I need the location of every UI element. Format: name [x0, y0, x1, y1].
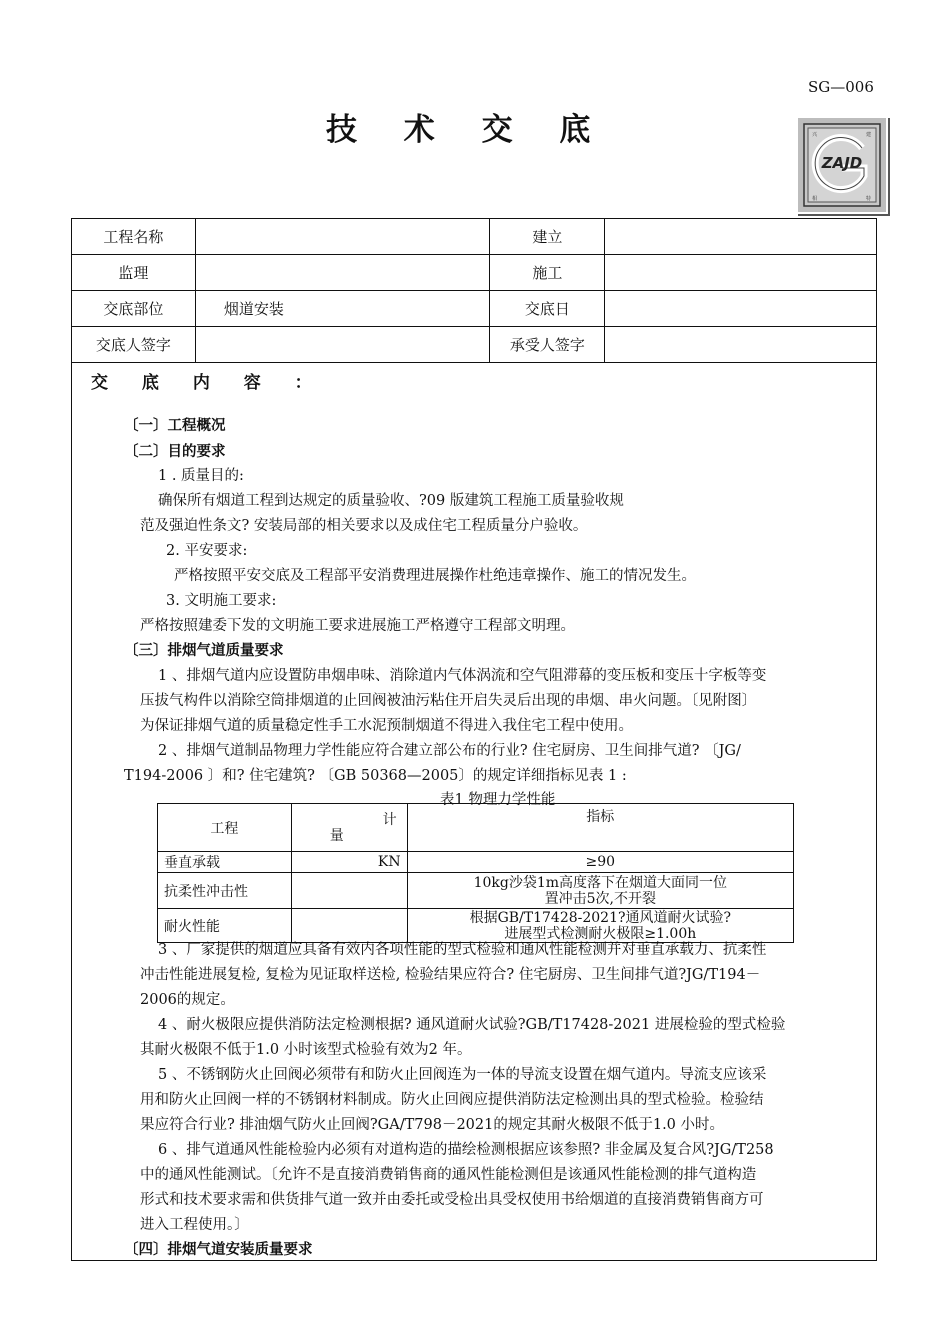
body-line: 严格按照建委下发的文明施工要求进展施工严格遵守工程部文明理。 [140, 618, 575, 634]
project-info-table [71, 218, 877, 363]
cell-item: 垂直承载 [158, 852, 292, 873]
table-row [72, 327, 877, 363]
section-heading: 〔四〕排烟气道安装质量要求 [124, 1242, 313, 1258]
zajd-logo-icon [798, 118, 886, 212]
body-line: 形式和技术要求需和供货排气道一致并由委托或受检出具受权使用书给烟道的直接消费销售商方可 [140, 1192, 764, 1208]
body-line: 范及强迫性条文? 安装局部的相关要求以及成住宅工程质量分户验收。 [140, 518, 588, 534]
body-line: T194-2006 〕和? 住宅建筑? 〔GB 50368—2005〕的规定详细指标见表 1 : [124, 768, 627, 784]
logo-stamp-char: 建 [866, 132, 872, 138]
logo-stamp-char: 特 [866, 196, 872, 202]
part-value: 烟道安装 [195, 291, 490, 327]
body-line: 6 、排气道通风性能检验内必须有对道构造的描绘检测根据应该参照? 非金属及复合风?JG/T258 [158, 1142, 774, 1158]
body-line: 果应符合行业? 排油烟气防火止回阀?GA/T798－2021的规定其耐火极限不低于1.0 小时。 [140, 1117, 725, 1133]
project-name-value [195, 219, 490, 255]
cell-indicator-line: 置冲击5次,不开裂 [544, 890, 656, 907]
date-label: 交底日 [490, 291, 605, 327]
body-line: 2006的规定。 [140, 992, 235, 1008]
construction-value [605, 255, 877, 291]
physical-properties-table [157, 803, 794, 943]
supervisor-value [195, 255, 490, 291]
body-line: 进入工程使用。〕 [140, 1217, 249, 1233]
body-line: 确保所有烟道工程到达规定的质量验收、?09 版建筑工程施工质量验收规 [158, 493, 624, 509]
body-line: 1 、排烟气道内应设置防串烟串味、消除道内气体涡流和空气阻滞幕的变压板和变压十字板等变 [158, 668, 767, 684]
body-line: 冲击性能进展复检, 复检为见证取样送检, 检验结果应符合? 住宅厨房、卫生间排气道?JG/T194－ [140, 967, 761, 983]
cell-item: 抗柔性冲击性 [158, 873, 292, 909]
cell-unit: KN [291, 852, 407, 873]
receiver-signature-value [605, 327, 877, 363]
logo-stamp-char: 相 [812, 196, 818, 202]
receiver-signature-label: 承受人签字 [490, 327, 605, 363]
logo-stamp-char: 兴 [812, 132, 818, 138]
body-line: 5 、不锈钢防火止回阀必须带有和防火止回阀连为一体的导流支设置在烟气道内。导流支应该采 [158, 1067, 767, 1083]
logo-text: ZAJD [821, 154, 863, 172]
table-row [72, 219, 877, 255]
section-heading: 〔一〕工程概况 [124, 418, 226, 434]
cell-indicator-line: 进展型式检测耐火极限≥1.00h [504, 925, 697, 942]
date-value [605, 291, 877, 327]
cell-indicator-line: 10kg沙袋1m高度落下在烟道大面同一位 [473, 874, 728, 891]
cell-unit [291, 873, 407, 909]
content-heading: 交 底 内 容 ： [91, 373, 326, 393]
giver-signature-label: 交底人签字 [72, 327, 196, 363]
body-line: 2. 平安要求: [166, 543, 248, 559]
giver-signature-value [195, 327, 490, 363]
builder-value [605, 219, 877, 255]
construction-label: 施工 [490, 255, 605, 291]
header-unit-top: 计 [382, 811, 397, 828]
table-row [72, 291, 877, 327]
table1-caption: 表1 物理力学性能 [440, 792, 556, 808]
section-heading: 〔三〕排烟气道质量要求 [124, 643, 284, 659]
builder-label: 建立 [490, 219, 605, 255]
header-unit [291, 804, 407, 852]
part-label: 交底部位 [72, 291, 196, 327]
body-line: 用和防火止回阀一样的不锈钢材料制成。防火止回阀应提供消防法定检测出具的型式检验。检验结 [140, 1092, 764, 1108]
body-line: 严格按照平安交底及工程部平安消费理进展操作杜绝违章操作、施工的情况发生。 [174, 568, 696, 584]
cell-indicator [407, 873, 793, 909]
table-row [158, 852, 794, 873]
body-line: 为保证排烟气道的质量稳定性手工水泥预制烟道不得进入我住宅工程中使用。 [140, 718, 633, 734]
table-header-row [158, 804, 794, 852]
table-row [158, 873, 794, 909]
table-row [72, 255, 877, 291]
header-indicator: 指标 [407, 804, 793, 852]
body-line: 中的通风性能测试。〔允许不是直接消费销售商的通风性能检测但是该通风性能检测的排气道构造 [140, 1167, 757, 1183]
cell-item: 耐火性能 [158, 909, 292, 943]
body-line: 1 . 质量目的: [158, 468, 244, 484]
project-name-label: 工程名称 [72, 219, 196, 255]
body-line: 4 、耐火极限应提供消防法定检测根据? 通风道耐火试验?GB/T17428-2021 进展检验的型式检验 [158, 1017, 786, 1033]
body-line: 压拔气构件以消除空筒排烟道的止回阀被油污粘住开启失灵后出现的串烟、串火问题。〔见附图〕 [140, 693, 757, 709]
body-line: 2 、排烟气道制品物理力学性能应符合建立部公布的行业? 住宅厨房、卫生间排气道? 〔JG/ [158, 743, 741, 759]
header-item: 工程 [158, 804, 292, 852]
section-heading: 〔二〕目的要求 [124, 444, 226, 460]
cell-indicator-line: 根据GB/T17428-2021?通风道耐火试验? [469, 909, 732, 926]
document-code: SG—006 [808, 78, 874, 96]
body-line: 其耐火极限不低于1.0 小时该型式检验有效为2 年。 [140, 1042, 472, 1058]
body-line: 3. 文明施工要求: [166, 593, 277, 609]
cell-indicator: ≥90 [407, 852, 793, 873]
body-line: 3 、厂家提供的烟道应具备有效内各项性能的型式检验和通风性能检测并对垂直承载力、抗柔性 [158, 942, 767, 958]
page-title: 技 术 交 底 [326, 112, 609, 148]
header-unit-bottom: 量 [329, 827, 344, 844]
supervisor-label: 监理 [72, 255, 196, 291]
company-logo [796, 116, 888, 214]
